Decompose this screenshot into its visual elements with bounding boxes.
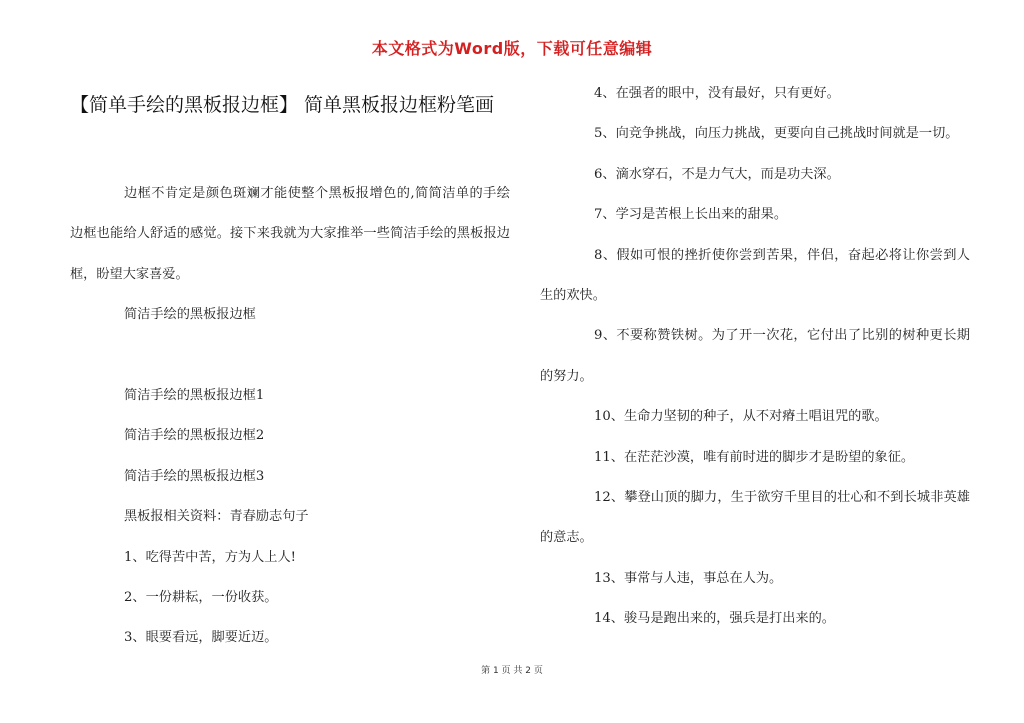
right-column — [540, 74, 970, 640]
list-item: 简洁手绘的黑板报边框2 — [124, 428, 265, 444]
list-item: 1、吃得苦中苦，方为人上人! — [124, 549, 296, 565]
document-title: 【简单手绘的黑板报边框】 简单黑板报边框粉笔画 — [70, 94, 495, 116]
list-item: 简洁手绘的黑板报边框1 — [124, 388, 265, 404]
section-heading: 简洁手绘的黑板报边框 — [124, 307, 256, 323]
list-item: 10、生命力坚韧的种子，从不对瘠土唱诅咒的歌。 — [594, 409, 888, 425]
left-column — [70, 174, 510, 659]
list-item: 12、攀登山顶的脚力，生于欲穷千里目的壮心和不到长城非英雄的意志。 — [540, 490, 970, 546]
image-placeholder-gap — [70, 336, 510, 376]
list-item: 3、眼要看远，脚要近迈。 — [124, 630, 278, 646]
list-item: 5、向竞争挑战，向压力挑战，更要向自己挑战时间就是一切。 — [594, 126, 959, 142]
list-item: 7、学习是苦根上长出来的甜果。 — [594, 207, 788, 223]
intro-paragraph: 边框不肯定是颜色斑斓才能使整个黑板报增色的,简简洁单的手绘边框也能给人舒适的感觉。接下来我就为大家推举一些简洁手绘的黑板报边框，盼望大家喜爱。 — [70, 186, 510, 282]
page-footer: 第 1 页 共 2 页 — [481, 666, 543, 676]
list-item: 13、事常与人违，事总在人为。 — [594, 570, 783, 586]
list-item: 4、在强者的眼中，没有最好，只有更好。 — [594, 86, 840, 101]
list-item: 9、不要称赞铁树。为了开一次花，它付出了比别的树种更长期的努力。 — [540, 328, 970, 384]
list-item: 8、假如可恨的挫折使你尝到苦果，伴侣，奋起必将让你尝到人生的欢快。 — [540, 247, 970, 304]
list-item: 6、滴水穿石，不是力气大，而是功夫深。 — [594, 166, 840, 182]
list-item: 2、一份耕耘，一份收获。 — [124, 590, 278, 606]
list-item: 14、骏马是跑出来的，强兵是打出来的。 — [594, 611, 835, 627]
list-item: 简洁手绘的黑板报边框3 — [124, 468, 265, 484]
watermark-banner: 本文格式为Word版，下载可任意编辑 — [371, 39, 653, 58]
list-item: 黑板报相关资料：青春励志句子 — [124, 509, 309, 525]
list-item: 11、在茫茫沙漠，唯有前时进的脚步才是盼望的象征。 — [594, 449, 915, 465]
